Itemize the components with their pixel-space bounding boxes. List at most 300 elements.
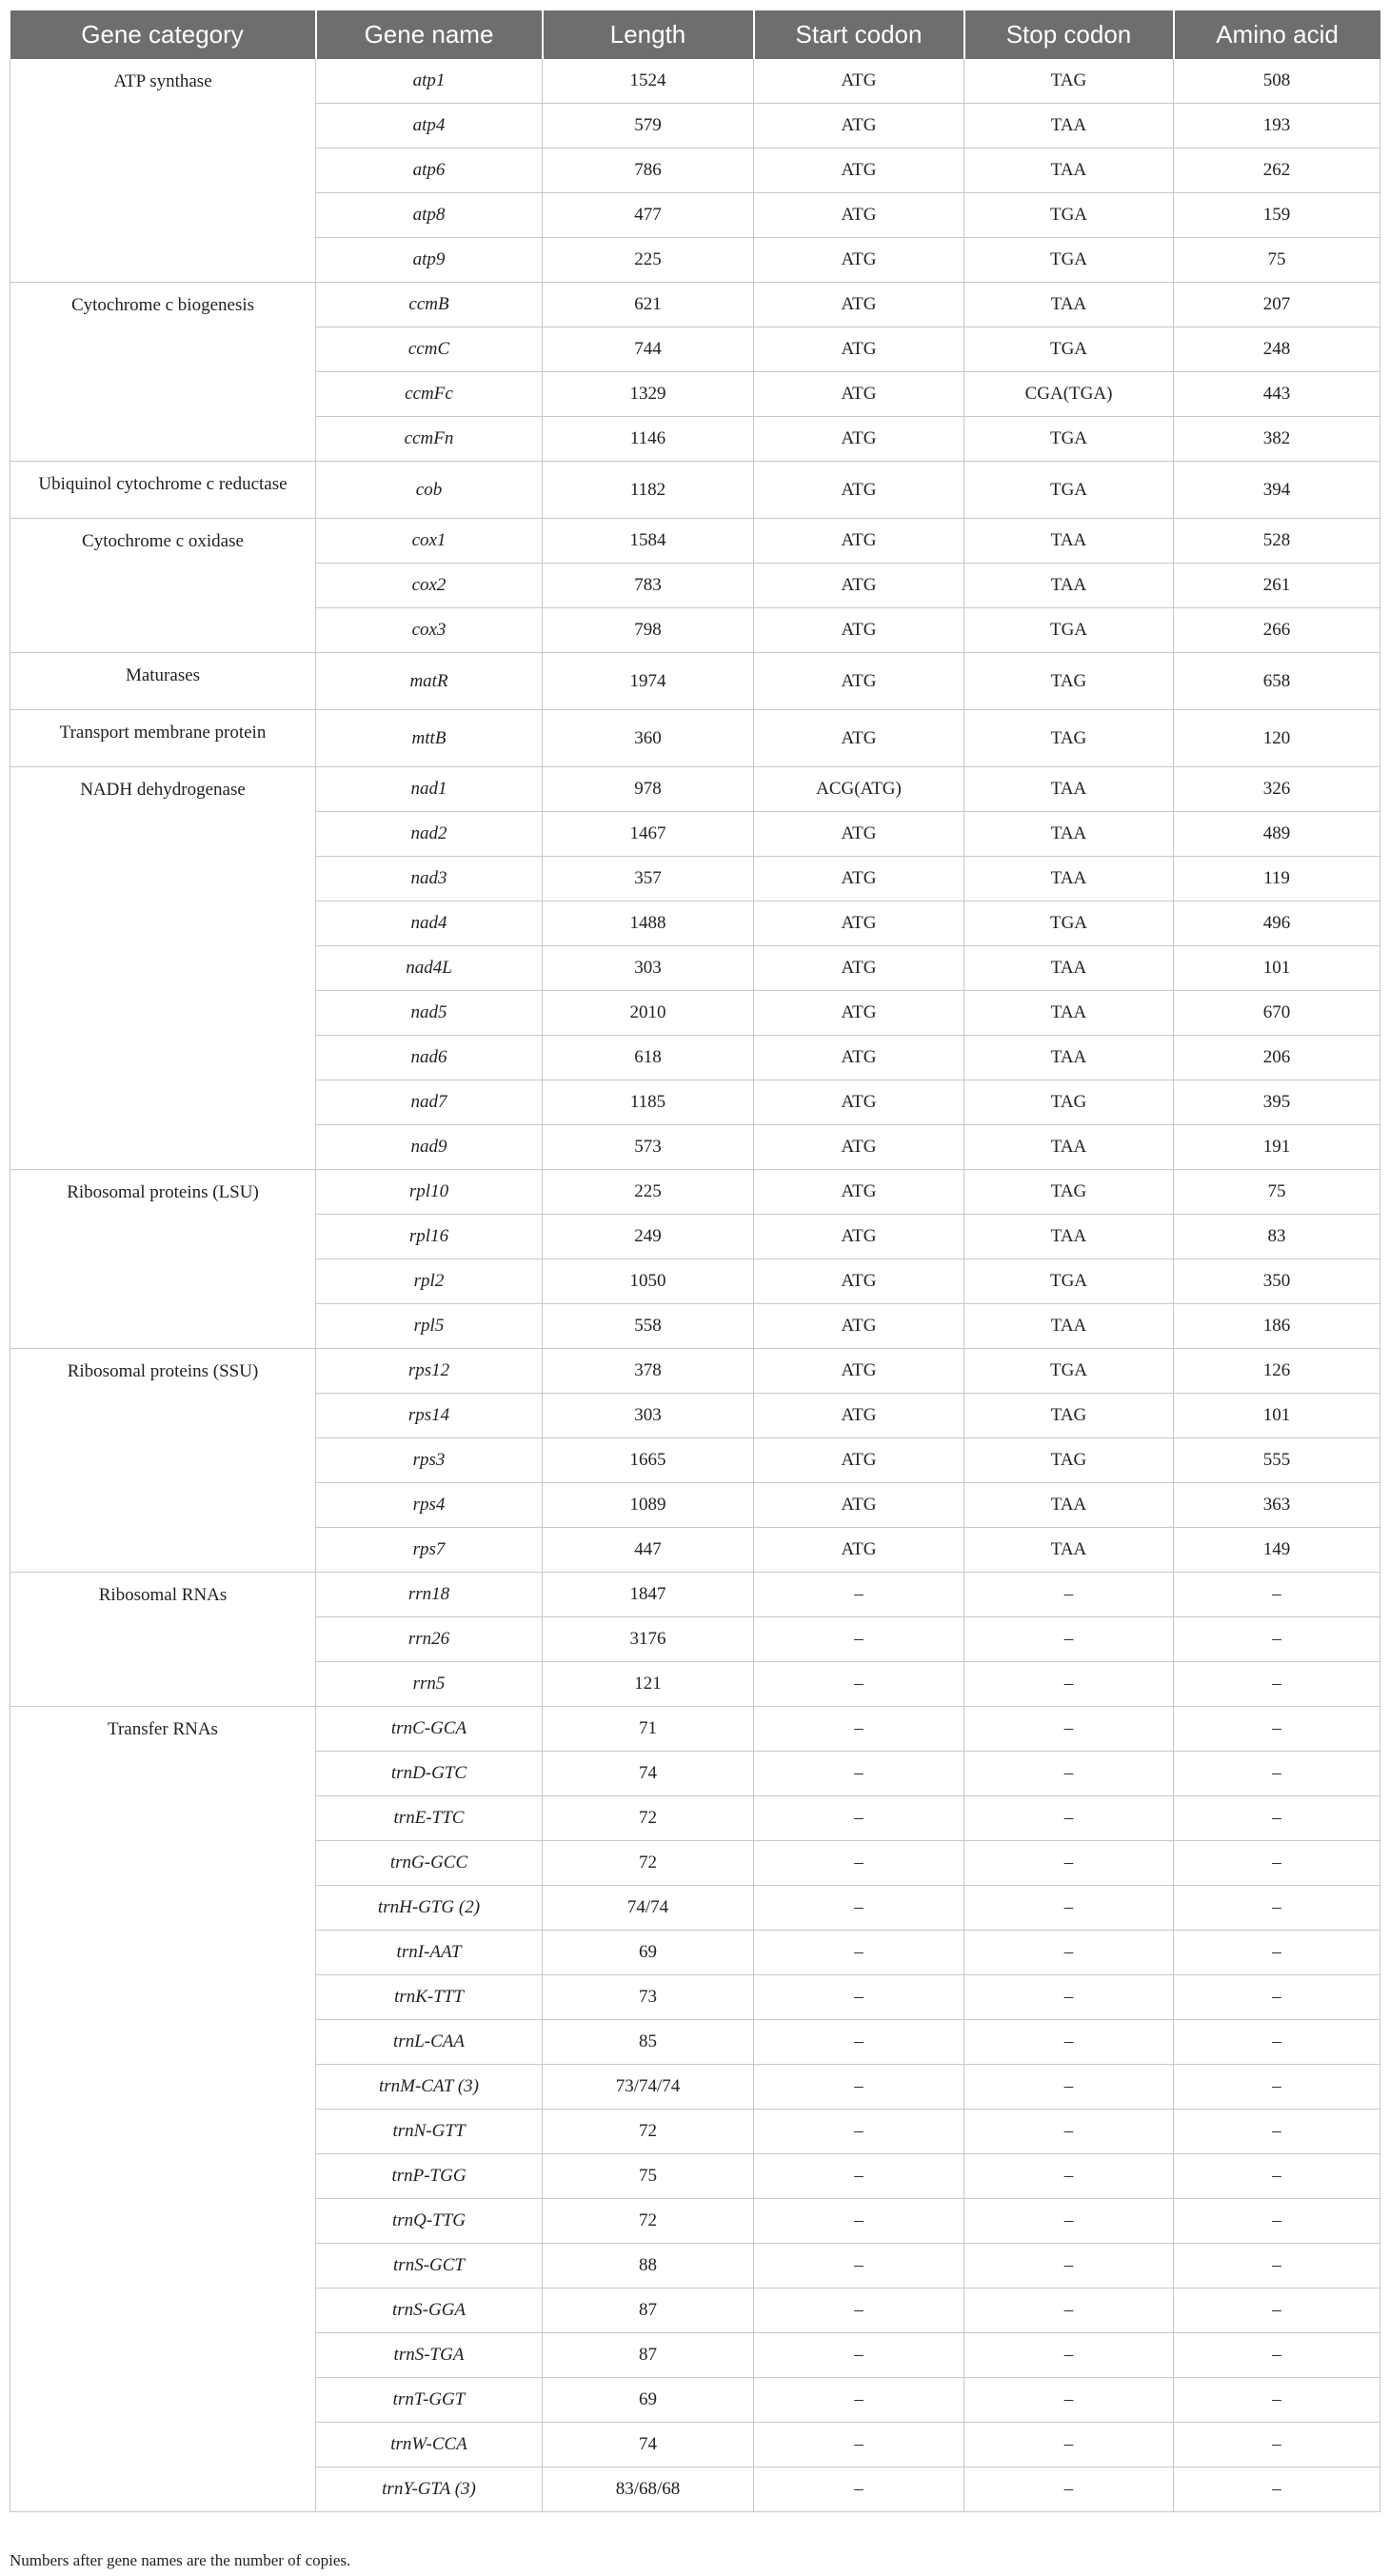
- gene-name-cell: rpl2: [316, 1259, 543, 1304]
- gene-name-cell: nad9: [316, 1125, 543, 1170]
- gene-name-cell: nad6: [316, 1036, 543, 1080]
- gene-name-cell: trnI-AAT: [316, 1931, 543, 1975]
- header-gene-category: Gene category: [10, 10, 316, 59]
- length-cell: 744: [543, 327, 754, 372]
- length-cell: 1974: [543, 653, 754, 710]
- gene-name-cell: rpl16: [316, 1215, 543, 1259]
- amino-acid-cell: 508: [1174, 59, 1380, 104]
- length-cell: 1146: [543, 417, 754, 462]
- stop-codon-cell: –: [964, 2199, 1174, 2244]
- amino-acid-cell: 658: [1174, 653, 1380, 710]
- amino-acid-cell: 443: [1174, 372, 1380, 417]
- start-codon-cell: ATG: [754, 608, 964, 653]
- gene-name-cell: rrn18: [316, 1573, 543, 1617]
- start-codon-cell: –: [754, 1931, 964, 1975]
- length-cell: 1185: [543, 1080, 754, 1125]
- stop-codon-cell: TAG: [964, 653, 1174, 710]
- table-row: [10, 1573, 1380, 1617]
- amino-acid-cell: 262: [1174, 149, 1380, 193]
- stop-codon-cell: –: [964, 1841, 1174, 1886]
- amino-acid-cell: 489: [1174, 812, 1380, 857]
- start-codon-cell: ATG: [754, 104, 964, 149]
- start-codon-cell: –: [754, 2378, 964, 2423]
- length-cell: 303: [543, 1394, 754, 1438]
- gene-category-cell: Maturases: [10, 653, 316, 710]
- header-stop-codon: Stop codon: [964, 10, 1174, 59]
- header-gene-name: Gene name: [316, 10, 543, 59]
- amino-acid-cell: –: [1174, 2333, 1380, 2378]
- stop-codon-cell: –: [964, 1796, 1174, 1841]
- stop-codon-cell: TAA: [964, 1215, 1174, 1259]
- gene-name-cell: nad7: [316, 1080, 543, 1125]
- gene-name-cell: nad1: [316, 767, 543, 812]
- stop-codon-cell: CGA(TGA): [964, 372, 1174, 417]
- start-codon-cell: ATG: [754, 710, 964, 767]
- stop-codon-cell: TAG: [964, 1080, 1174, 1125]
- length-cell: 1584: [543, 519, 754, 564]
- amino-acid-cell: 119: [1174, 857, 1380, 902]
- start-codon-cell: ACG(ATG): [754, 767, 964, 812]
- length-cell: 1665: [543, 1438, 754, 1483]
- amino-acid-cell: 75: [1174, 238, 1380, 283]
- length-cell: 121: [543, 1662, 754, 1707]
- amino-acid-cell: 149: [1174, 1528, 1380, 1573]
- amino-acid-cell: –: [1174, 1752, 1380, 1796]
- length-cell: 87: [543, 2333, 754, 2378]
- length-cell: 87: [543, 2289, 754, 2333]
- stop-codon-cell: TAG: [964, 59, 1174, 104]
- start-codon-cell: –: [754, 2244, 964, 2289]
- table-row: [10, 462, 1380, 519]
- length-cell: 225: [543, 238, 754, 283]
- length-cell: 1524: [543, 59, 754, 104]
- amino-acid-cell: –: [1174, 2289, 1380, 2333]
- table-row: [10, 1349, 1380, 1394]
- gene-name-cell: rrn26: [316, 1617, 543, 1662]
- gene-name-cell: trnQ-TTG: [316, 2199, 543, 2244]
- start-codon-cell: –: [754, 2333, 964, 2378]
- gene-name-cell: nad4L: [316, 946, 543, 991]
- table-row: [10, 710, 1380, 767]
- stop-codon-cell: TGA: [964, 327, 1174, 372]
- gene-name-cell: rpl5: [316, 1304, 543, 1349]
- stop-codon-cell: TAA: [964, 991, 1174, 1036]
- amino-acid-cell: –: [1174, 2378, 1380, 2423]
- gene-name-cell: trnS-GCT: [316, 2244, 543, 2289]
- amino-acid-cell: 101: [1174, 1394, 1380, 1438]
- amino-acid-cell: –: [1174, 2199, 1380, 2244]
- table-row: [10, 1170, 1380, 1215]
- stop-codon-cell: –: [964, 2467, 1174, 2512]
- gene-name-cell: trnM-CAT (3): [316, 2065, 543, 2110]
- start-codon-cell: ATG: [754, 1528, 964, 1573]
- gene-name-cell: rps7: [316, 1528, 543, 1573]
- stop-codon-cell: TGA: [964, 608, 1174, 653]
- gene-name-cell: trnS-GGA: [316, 2289, 543, 2333]
- gene-name-cell: ccmC: [316, 327, 543, 372]
- start-codon-cell: ATG: [754, 946, 964, 991]
- amino-acid-cell: –: [1174, 1573, 1380, 1617]
- stop-codon-cell: –: [964, 1752, 1174, 1796]
- gene-name-cell: atp4: [316, 104, 543, 149]
- amino-acid-cell: 382: [1174, 417, 1380, 462]
- table-row: [10, 653, 1380, 710]
- amino-acid-cell: –: [1174, 2154, 1380, 2199]
- stop-codon-cell: TAA: [964, 812, 1174, 857]
- stop-codon-cell: –: [964, 1617, 1174, 1662]
- start-codon-cell: ATG: [754, 857, 964, 902]
- length-cell: 783: [543, 564, 754, 608]
- gene-name-cell: cox2: [316, 564, 543, 608]
- length-cell: 83/68/68: [543, 2467, 754, 2512]
- gene-name-cell: rps14: [316, 1394, 543, 1438]
- stop-codon-cell: –: [964, 2154, 1174, 2199]
- amino-acid-cell: 120: [1174, 710, 1380, 767]
- amino-acid-cell: 126: [1174, 1349, 1380, 1394]
- stop-codon-cell: –: [964, 1886, 1174, 1931]
- gene-name-cell: cox1: [316, 519, 543, 564]
- amino-acid-cell: –: [1174, 2065, 1380, 2110]
- gene-name-cell: atp9: [316, 238, 543, 283]
- amino-acid-cell: 206: [1174, 1036, 1380, 1080]
- start-codon-cell: –: [754, 2154, 964, 2199]
- table-row: [10, 59, 1380, 104]
- stop-codon-cell: –: [964, 1707, 1174, 1752]
- length-cell: 73: [543, 1975, 754, 2020]
- length-cell: 558: [543, 1304, 754, 1349]
- gene-name-cell: rpl10: [316, 1170, 543, 1215]
- gene-name-cell: trnP-TGG: [316, 2154, 543, 2199]
- stop-codon-cell: TGA: [964, 1349, 1174, 1394]
- length-cell: 378: [543, 1349, 754, 1394]
- gene-name-cell: trnK-TTT: [316, 1975, 543, 2020]
- length-cell: 74: [543, 2423, 754, 2467]
- stop-codon-cell: –: [964, 2110, 1174, 2154]
- start-codon-cell: ATG: [754, 1215, 964, 1259]
- start-codon-cell: ATG: [754, 283, 964, 327]
- amino-acid-cell: 193: [1174, 104, 1380, 149]
- start-codon-cell: –: [754, 2289, 964, 2333]
- gene-name-cell: trnC-GCA: [316, 1707, 543, 1752]
- amino-acid-cell: 326: [1174, 767, 1380, 812]
- amino-acid-cell: 394: [1174, 462, 1380, 519]
- gene-category-cell: Transport membrane protein: [10, 710, 316, 767]
- gene-name-cell: trnG-GCC: [316, 1841, 543, 1886]
- stop-codon-cell: TAA: [964, 857, 1174, 902]
- start-codon-cell: ATG: [754, 417, 964, 462]
- start-codon-cell: ATG: [754, 462, 964, 519]
- length-cell: 1467: [543, 812, 754, 857]
- stop-codon-cell: TAA: [964, 767, 1174, 812]
- start-codon-cell: ATG: [754, 1394, 964, 1438]
- stop-codon-cell: TGA: [964, 462, 1174, 519]
- amino-acid-cell: 191: [1174, 1125, 1380, 1170]
- amino-acid-cell: –: [1174, 2020, 1380, 2065]
- length-cell: 621: [543, 283, 754, 327]
- start-codon-cell: –: [754, 1573, 964, 1617]
- gene-name-cell: rps4: [316, 1483, 543, 1528]
- start-codon-cell: ATG: [754, 59, 964, 104]
- amino-acid-cell: 261: [1174, 564, 1380, 608]
- amino-acid-cell: –: [1174, 1886, 1380, 1931]
- amino-acid-cell: 528: [1174, 519, 1380, 564]
- stop-codon-cell: TAA: [964, 1036, 1174, 1080]
- gene-name-cell: nad2: [316, 812, 543, 857]
- length-cell: 573: [543, 1125, 754, 1170]
- gene-category-cell: ATP synthase: [10, 59, 316, 283]
- length-cell: 88: [543, 2244, 754, 2289]
- gene-category-cell: Cytochrome c oxidase: [10, 519, 316, 653]
- length-cell: 798: [543, 608, 754, 653]
- length-cell: 477: [543, 193, 754, 238]
- table-footnote: Numbers after gene names are the number of copies.: [10, 2551, 351, 2569]
- start-codon-cell: ATG: [754, 902, 964, 946]
- stop-codon-cell: TAA: [964, 1304, 1174, 1349]
- gene-name-cell: atp1: [316, 59, 543, 104]
- start-codon-cell: ATG: [754, 372, 964, 417]
- start-codon-cell: ATG: [754, 193, 964, 238]
- gene-name-cell: atp6: [316, 149, 543, 193]
- gene-name-cell: ccmFc: [316, 372, 543, 417]
- length-cell: 72: [543, 2199, 754, 2244]
- amino-acid-cell: –: [1174, 1662, 1380, 1707]
- start-codon-cell: ATG: [754, 327, 964, 372]
- length-cell: 73/74/74: [543, 2065, 754, 2110]
- length-cell: 249: [543, 1215, 754, 1259]
- header-start-codon: Start codon: [754, 10, 964, 59]
- length-cell: 3176: [543, 1617, 754, 1662]
- gene-name-cell: cob: [316, 462, 543, 519]
- stop-codon-cell: –: [964, 1975, 1174, 2020]
- length-cell: 360: [543, 710, 754, 767]
- start-codon-cell: –: [754, 2065, 964, 2110]
- amino-acid-cell: –: [1174, 1796, 1380, 1841]
- gene-name-cell: nad4: [316, 902, 543, 946]
- start-codon-cell: –: [754, 1617, 964, 1662]
- stop-codon-cell: –: [964, 2244, 1174, 2289]
- start-codon-cell: ATG: [754, 1036, 964, 1080]
- stop-codon-cell: –: [964, 2333, 1174, 2378]
- amino-acid-cell: 363: [1174, 1483, 1380, 1528]
- start-codon-cell: –: [754, 1662, 964, 1707]
- gene-category-cell: NADH dehydrogenase: [10, 767, 316, 1170]
- stop-codon-cell: TAA: [964, 1125, 1174, 1170]
- gene-name-cell: trnH-GTG (2): [316, 1886, 543, 1931]
- gene-name-cell: trnN-GTT: [316, 2110, 543, 2154]
- length-cell: 74: [543, 1752, 754, 1796]
- amino-acid-cell: 555: [1174, 1438, 1380, 1483]
- stop-codon-cell: TAA: [964, 946, 1174, 991]
- stop-codon-cell: TAA: [964, 149, 1174, 193]
- amino-acid-cell: –: [1174, 1841, 1380, 1886]
- stop-codon-cell: TAG: [964, 1170, 1174, 1215]
- start-codon-cell: –: [754, 2199, 964, 2244]
- length-cell: 786: [543, 149, 754, 193]
- stop-codon-cell: TGA: [964, 238, 1174, 283]
- length-cell: 69: [543, 1931, 754, 1975]
- gene-name-cell: trnS-TGA: [316, 2333, 543, 2378]
- start-codon-cell: ATG: [754, 1438, 964, 1483]
- amino-acid-cell: 159: [1174, 193, 1380, 238]
- stop-codon-cell: TAA: [964, 283, 1174, 327]
- gene-table: [10, 10, 1380, 2512]
- stop-codon-cell: TAA: [964, 1483, 1174, 1528]
- stop-codon-cell: TAG: [964, 1394, 1174, 1438]
- length-cell: 978: [543, 767, 754, 812]
- amino-acid-cell: 83: [1174, 1215, 1380, 1259]
- start-codon-cell: –: [754, 1796, 964, 1841]
- stop-codon-cell: –: [964, 2423, 1174, 2467]
- length-cell: 72: [543, 1841, 754, 1886]
- amino-acid-cell: 186: [1174, 1304, 1380, 1349]
- start-codon-cell: ATG: [754, 1170, 964, 1215]
- gene-name-cell: rps3: [316, 1438, 543, 1483]
- start-codon-cell: ATG: [754, 1259, 964, 1304]
- gene-name-cell: rps12: [316, 1349, 543, 1394]
- table-body: [10, 59, 1380, 2512]
- length-cell: 357: [543, 857, 754, 902]
- gene-name-cell: ccmFn: [316, 417, 543, 462]
- start-codon-cell: ATG: [754, 1349, 964, 1394]
- table-row: [10, 767, 1380, 812]
- start-codon-cell: –: [754, 1841, 964, 1886]
- start-codon-cell: –: [754, 1975, 964, 2020]
- start-codon-cell: ATG: [754, 812, 964, 857]
- stop-codon-cell: TAA: [964, 104, 1174, 149]
- amino-acid-cell: –: [1174, 1931, 1380, 1975]
- gene-category-cell: Ribosomal RNAs: [10, 1573, 316, 1707]
- start-codon-cell: ATG: [754, 1125, 964, 1170]
- header-amino-acid: Amino acid: [1174, 10, 1380, 59]
- amino-acid-cell: –: [1174, 2423, 1380, 2467]
- stop-codon-cell: –: [964, 2065, 1174, 2110]
- stop-codon-cell: TGA: [964, 417, 1174, 462]
- stop-codon-cell: TGA: [964, 902, 1174, 946]
- length-cell: 1847: [543, 1573, 754, 1617]
- length-cell: 1050: [543, 1259, 754, 1304]
- amino-acid-cell: –: [1174, 1617, 1380, 1662]
- amino-acid-cell: 395: [1174, 1080, 1380, 1125]
- gene-name-cell: atp8: [316, 193, 543, 238]
- amino-acid-cell: 75: [1174, 1170, 1380, 1215]
- start-codon-cell: –: [754, 2423, 964, 2467]
- stop-codon-cell: TAA: [964, 564, 1174, 608]
- start-codon-cell: ATG: [754, 519, 964, 564]
- start-codon-cell: ATG: [754, 238, 964, 283]
- gene-category-cell: Ubiquinol cytochrome c reductase: [10, 462, 316, 519]
- gene-category-cell: Transfer RNAs: [10, 1707, 316, 2512]
- gene-name-cell: trnT-GGT: [316, 2378, 543, 2423]
- gene-name-cell: rrn5: [316, 1662, 543, 1707]
- stop-codon-cell: –: [964, 1931, 1174, 1975]
- amino-acid-cell: 266: [1174, 608, 1380, 653]
- amino-acid-cell: 670: [1174, 991, 1380, 1036]
- length-cell: 74/74: [543, 1886, 754, 1931]
- length-cell: 1329: [543, 372, 754, 417]
- gene-category-cell: Cytochrome c biogenesis: [10, 283, 316, 462]
- length-cell: 71: [543, 1707, 754, 1752]
- length-cell: 618: [543, 1036, 754, 1080]
- table-header: [10, 10, 1380, 59]
- stop-codon-cell: –: [964, 2289, 1174, 2333]
- amino-acid-cell: –: [1174, 2467, 1380, 2512]
- start-codon-cell: ATG: [754, 149, 964, 193]
- amino-acid-cell: 207: [1174, 283, 1380, 327]
- amino-acid-cell: –: [1174, 2244, 1380, 2289]
- stop-codon-cell: TAA: [964, 519, 1174, 564]
- start-codon-cell: ATG: [754, 1483, 964, 1528]
- length-cell: 85: [543, 2020, 754, 2065]
- length-cell: 72: [543, 2110, 754, 2154]
- amino-acid-cell: –: [1174, 1707, 1380, 1752]
- table-row: [10, 519, 1380, 564]
- length-cell: 1182: [543, 462, 754, 519]
- gene-name-cell: trnL-CAA: [316, 2020, 543, 2065]
- gene-name-cell: trnY-GTA (3): [316, 2467, 543, 2512]
- amino-acid-cell: 350: [1174, 1259, 1380, 1304]
- start-codon-cell: ATG: [754, 564, 964, 608]
- length-cell: 225: [543, 1170, 754, 1215]
- start-codon-cell: –: [754, 2020, 964, 2065]
- length-cell: 1488: [543, 902, 754, 946]
- length-cell: 69: [543, 2378, 754, 2423]
- start-codon-cell: ATG: [754, 991, 964, 1036]
- stop-codon-cell: –: [964, 2378, 1174, 2423]
- amino-acid-cell: 101: [1174, 946, 1380, 991]
- stop-codon-cell: –: [964, 1573, 1174, 1617]
- start-codon-cell: –: [754, 1707, 964, 1752]
- start-codon-cell: –: [754, 1886, 964, 1931]
- gene-name-cell: trnD-GTC: [316, 1752, 543, 1796]
- gene-name-cell: mttB: [316, 710, 543, 767]
- length-cell: 2010: [543, 991, 754, 1036]
- length-cell: 72: [543, 1796, 754, 1841]
- start-codon-cell: –: [754, 2110, 964, 2154]
- table-row: [10, 283, 1380, 327]
- gene-name-cell: ccmB: [316, 283, 543, 327]
- amino-acid-cell: –: [1174, 1975, 1380, 2020]
- gene-name-cell: trnE-TTC: [316, 1796, 543, 1841]
- gene-category-cell: Ribosomal proteins (LSU): [10, 1170, 316, 1349]
- start-codon-cell: ATG: [754, 653, 964, 710]
- amino-acid-cell: –: [1174, 2110, 1380, 2154]
- gene-category-cell: Ribosomal proteins (SSU): [10, 1349, 316, 1573]
- gene-name-cell: trnW-CCA: [316, 2423, 543, 2467]
- start-codon-cell: ATG: [754, 1080, 964, 1125]
- length-cell: 75: [543, 2154, 754, 2199]
- stop-codon-cell: TGA: [964, 193, 1174, 238]
- gene-name-cell: nad5: [316, 991, 543, 1036]
- gene-name-cell: nad3: [316, 857, 543, 902]
- stop-codon-cell: –: [964, 2020, 1174, 2065]
- stop-codon-cell: TGA: [964, 1259, 1174, 1304]
- stop-codon-cell: TAG: [964, 1438, 1174, 1483]
- gene-name-cell: cox3: [316, 608, 543, 653]
- amino-acid-cell: 248: [1174, 327, 1380, 372]
- stop-codon-cell: TAA: [964, 1528, 1174, 1573]
- length-cell: 579: [543, 104, 754, 149]
- stop-codon-cell: TAG: [964, 710, 1174, 767]
- gene-name-cell: matR: [316, 653, 543, 710]
- header-row: [10, 10, 1380, 59]
- header-length: Length: [543, 10, 754, 59]
- table-row: [10, 1707, 1380, 1752]
- length-cell: 303: [543, 946, 754, 991]
- length-cell: 447: [543, 1528, 754, 1573]
- length-cell: 1089: [543, 1483, 754, 1528]
- start-codon-cell: –: [754, 1752, 964, 1796]
- amino-acid-cell: 496: [1174, 902, 1380, 946]
